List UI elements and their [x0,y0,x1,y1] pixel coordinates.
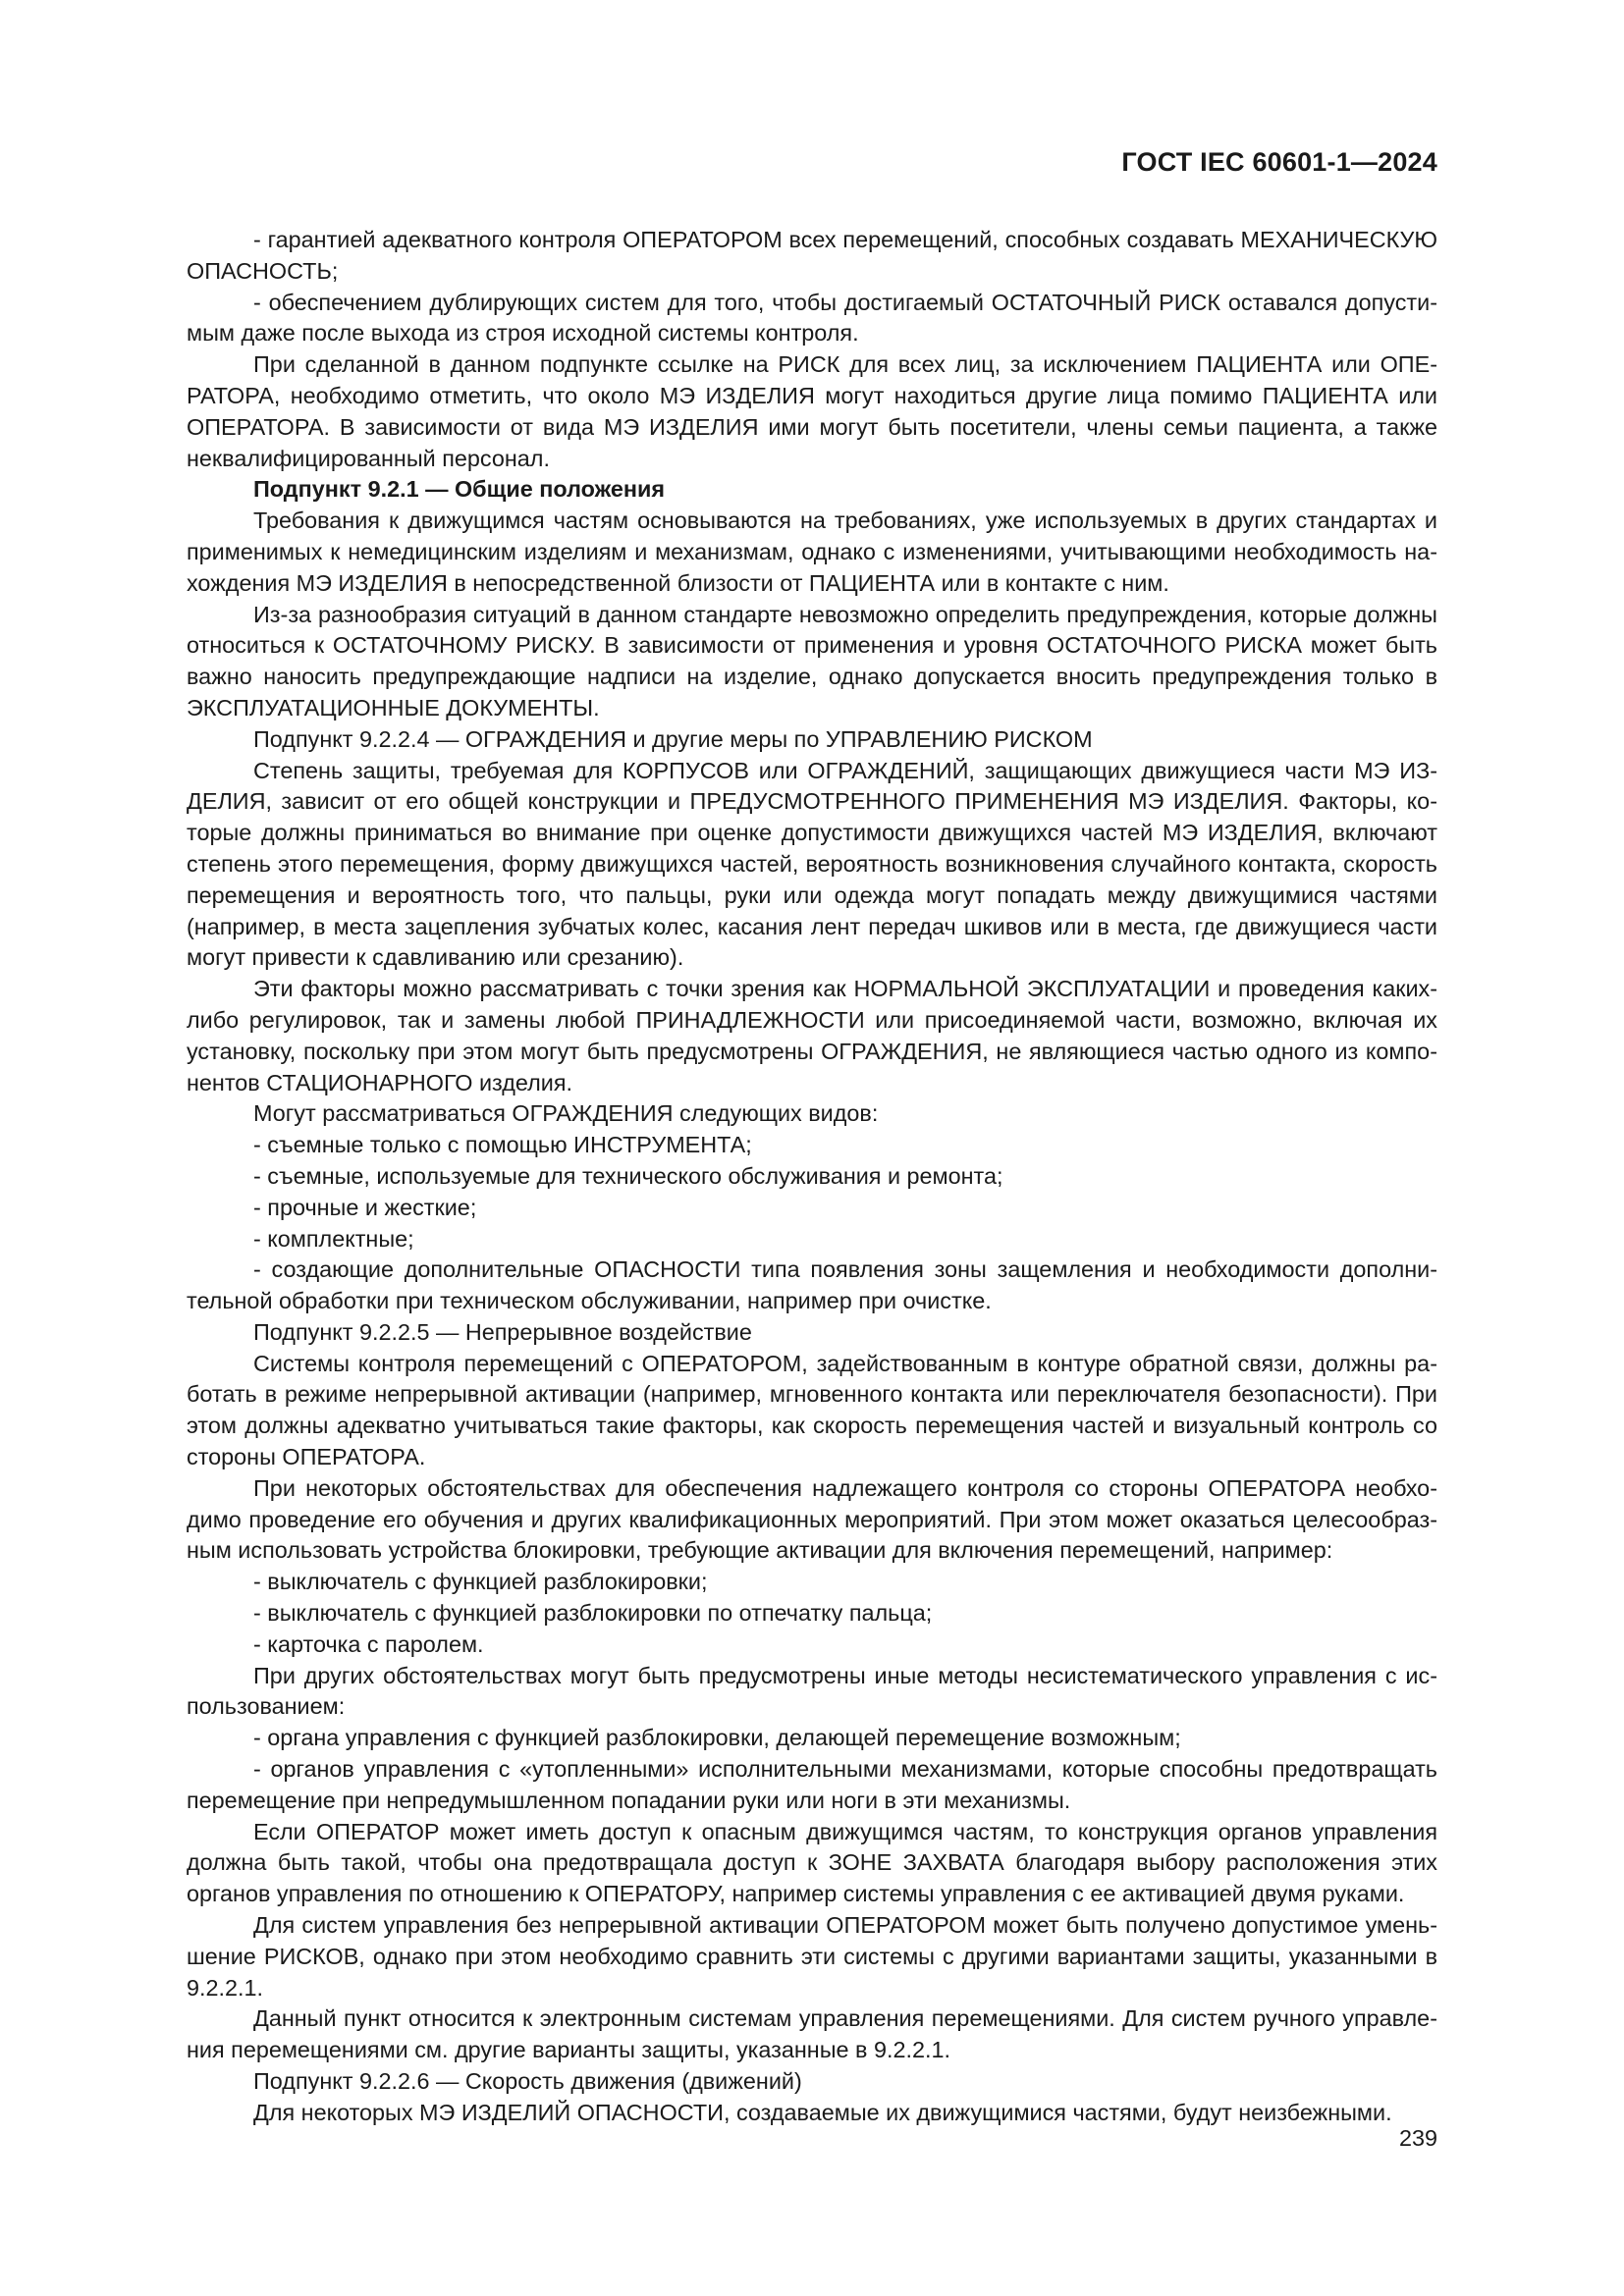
paragraph: Могут рассматриваться ОГРАЖДЕНИЯ следующих видов: [253,1100,879,1127]
subsection-heading: Подпункт 9.2.2.4 — ОГРАЖДЕНИЯ и другие меры по УПРАВЛЕНИЮ РИСКОМ [253,725,1093,752]
list-item: - создающие дополнительные ОПАСНОСТИ типа появления зоны защемления и необходимости дополнительной обработки при техническом обслуживании, например при очистке. [187,1256,1437,1314]
paragraph: При некоторых обстоятельствах для обеспечения надлежащего контроля со стороны ОПЕРАТОРА необходимо проведение его обучения и других квалификационных мероприятий. При этом может оказаться целесообразным использовать устройства блокировки, требующие активации для включения перемещений, например: [187,1474,1437,1564]
paragraph: Из-за разнообразия ситуаций в данном стандарте невозможно определить предупреждения, которые должны относиться к ОСТАТОЧНОМУ РИСКУ. В зависимости от применения и уровня ОСТАТОЧНОГО РИСКА может быть важно наносить предупреждающие надписи на изделие, однако допускается вносить предупреждения только в ЭКСПЛУАТАЦИОННЫЕ ДОКУМЕНТЫ. [187,601,1437,721]
list-item: - прочные и жесткие; [253,1194,477,1220]
paragraph: Для систем управления без непрерывной активации ОПЕРАТОРОМ может быть получено допустимое уменьшение РИСКОВ, однако при этом необходимо сравнить эти системы с другими вариантами защиты, указанными в 9.2.2.1. [187,1912,1437,2001]
list-item: - выключатель с функцией разблокировки; [253,1569,708,1595]
list-item: - органов управления с «утопленными» исполнительными механизмами, которые способны предотвращать перемещение при непредумышленном попадании руки или ноги в эти механизмы. [187,1756,1437,1813]
subsection-heading: Подпункт 9.2.2.5 — Непрерывное воздействие [253,1318,752,1345]
paragraph: - гарантией адекватного контроля ОПЕРАТОРОМ всех перемещений, способных создавать МЕХАНИЧЕСКУЮ ОПАСНОСТЬ; [187,227,1437,284]
list-item: - съемные только с помощью ИНСТРУМЕНТА; [253,1132,752,1158]
list-item: - съемные, используемые для технического обслуживания и ремонта; [253,1162,1003,1189]
paragraph: Требования к движущимся частям основываются на требованиях, уже используемых в других стандартах и применимых к немедицинским изделиям и механизмам, однако с изменениями, учитывающими необходимость нахождения МЭ ИЗДЕЛИЯ в непосредственной близости от ПАЦИЕНТА или в контакте с ним. [187,507,1437,596]
standard-header: ГОСТ IEC 60601-1—2024 [1121,147,1437,177]
subsection-heading: Подпункт 9.2.1 — Общие положения [253,476,666,503]
paragraph: Для некоторых МЭ ИЗДЕЛИЙ ОПАСНОСТИ, создаваемые их движущимися частями, будут неизбежными. [253,2099,1392,2125]
paragraph: При других обстоятельствах могут быть предусмотрены иные методы несистематического управления с использованием: [187,1662,1437,1720]
paragraph: Системы контроля перемещений с ОПЕРАТОРОМ, задействованным в контуре обратной связи, должны работать в режиме непрерывной активации (например, мгновенного контакта или переключателя безопасности). При этом должны адекватно учитываться такие факторы, как скорость перемещения частей и визуальный контроль со стороны ОПЕРАТОРА. [187,1350,1437,1470]
list-item: - карточка с паролем. [253,1630,484,1657]
paragraph: Эти факторы можно рассматривать с точки зрения как НОРМАЛЬНОЙ ЭКСПЛУАТАЦИИ и проведения каких-либо регулировок, так и замены любой ПРИНАДЛЕЖНОСТИ или присоединяемой части, возможно, включая их установку, поскольку при этом могут быть предусмотрены ОГРАЖДЕНИЯ, не являющиеся частью одного из компонентов СТАЦИОНАРНОГО изделия. [187,976,1437,1095]
body-text [187,225,1437,2129]
subsection-heading: Подпункт 9.2.2.6 — Скорость движения (движений) [253,2068,802,2095]
list-item: - комплектные; [253,1225,414,1252]
paragraph: - обеспечением дублирующих систем для того, чтобы достигаемый ОСТАТОЧНЫЙ РИСК оставался допустимым даже после выхода из строя исходной системы контроля. [187,289,1437,347]
paragraph: Степень защиты, требуемая для КОРПУСОВ или ОГРАЖДЕНИЙ, защищающих движущиеся части МЭ ИЗДЕЛИЯ, зависит от его общей конструкции и ПРЕДУСМОТРЕННОГО ПРИМЕНЕНИЯ МЭ ИЗДЕЛИЯ. Факторы, которые должны приниматься во внимание при оценке допустимости движущихся частей МЭ ИЗДЕЛИЯ, включают степень этого перемещения, форму движущихся частей, вероятность возникновения случайного контакта, скорость перемещения и вероятность того, что пальцы, руки или одежда могут попадать между движущимися частями (например, в места зацепления зубчатых колес, касания лент передач шкивов или в места, где движущиеся части могут привести к сдавливанию или срезанию). [187,757,1437,971]
paragraph: Данный пункт относится к электронным системам управления перемещениями. Для систем ручного управления перемещениями см. другие варианты защиты, указанные в 9.2.2.1. [187,2005,1437,2063]
paragraph: При сделанной в данном подпункте ссылке на РИСК для всех лиц, за исключением ПАЦИЕНТА или ОПЕРАТОРА, необходимо отметить, что около МЭ ИЗДЕЛИЯ могут находиться другие лица помимо ПАЦИЕНТА или ОПЕРАТОРА. В зависимости от вида МЭ ИЗДЕЛИЯ ими могут быть посетители, члены семьи пациента, а также неквалифицированный персонал. [187,351,1437,471]
list-item: - органа управления с функцией разблокировки, делающей перемещение возможным; [253,1725,1181,1751]
page-number: 239 [1398,2125,1437,2151]
paragraph: Если ОПЕРАТОР может иметь доступ к опасным движущимся частям, то конструкция органов управления должна быть такой, чтобы она предотвращала доступ к ЗОНЕ ЗАХВАТА благодаря выбору расположения этих органов управления по отношению к ОПЕРАТОРУ, например системы управления с ее активацией двумя руками. [187,1818,1437,1907]
list-item: - выключатель с функцией разблокировки по отпечатку пальца; [253,1600,933,1627]
